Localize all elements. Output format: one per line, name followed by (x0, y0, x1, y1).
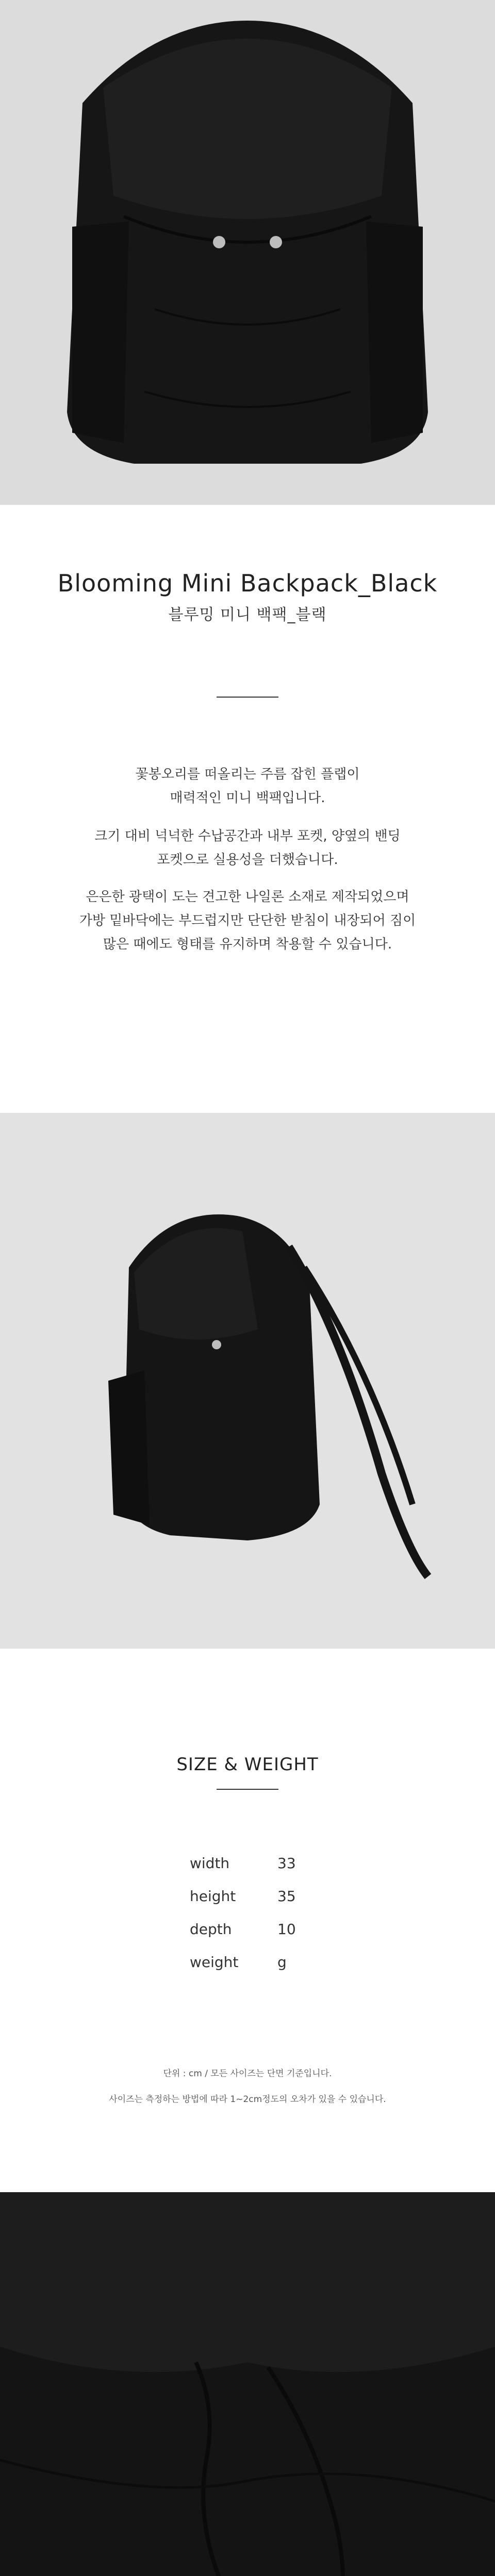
size-label: height (190, 1888, 236, 1905)
intro-line: 포켓으로 실용성을 더했습니다. (157, 852, 338, 868)
size-label: depth (190, 1921, 232, 1938)
size-value: 35 (277, 1888, 296, 1905)
size-value: 10 (277, 1921, 296, 1938)
size-weight-divider (217, 1789, 278, 1790)
size-row-weight (190, 1954, 314, 1971)
intro-line: 가방 밑바닥에는 부드럽지만 단단한 받침이 내장되어 짐이 (79, 913, 416, 928)
size-note-tolerance: 사이즈는 측정하는 방법에 따라 1~2cm정도의 오차가 있을 수 있습니다. (109, 2094, 386, 2105)
intro-paragraph-3 (0, 885, 495, 956)
size-value: 33 (277, 1855, 296, 1872)
intro-line: 은은한 광택이 도는 견고한 나일론 소재로 제작되었으며 (86, 889, 409, 905)
size-weight-title: SIZE & WEIGHT (176, 1754, 319, 1775)
intro-paragraph-1 (0, 762, 495, 810)
intro-line: 크기 대비 넉넉한 수납공간과 내부 포켓, 양옆의 밴딩 (94, 828, 401, 844)
size-label: weight (190, 1954, 239, 1971)
title-divider (217, 697, 278, 698)
product-title-en: Blooming Mini Backpack_Black (57, 569, 438, 597)
product-title-ko: 블루밍 미니 백팩_블랙 (168, 606, 327, 624)
size-row-height (190, 1888, 314, 1905)
intro-paragraph-2 (0, 824, 495, 872)
size-note-unit: 단위 : cm / 모든 사이즈는 단면 기준입니다. (163, 2069, 332, 2079)
size-value: g (277, 1954, 287, 1971)
product-photo-closeup (0, 2192, 495, 2576)
product-photo-front (0, 0, 495, 505)
product-photo-side (0, 1113, 495, 1649)
intro-line: 매력적인 미니 백팩입니다. (170, 790, 325, 806)
size-row-width (190, 1855, 314, 1872)
intro-line: 많은 때에도 형태를 유지하며 착용할 수 있습니다. (103, 937, 392, 952)
intro-line: 꽃봉오리를 떠올리는 주름 잡힌 플랩이 (135, 767, 360, 782)
size-row-depth (190, 1921, 314, 1938)
size-label: width (190, 1855, 230, 1872)
